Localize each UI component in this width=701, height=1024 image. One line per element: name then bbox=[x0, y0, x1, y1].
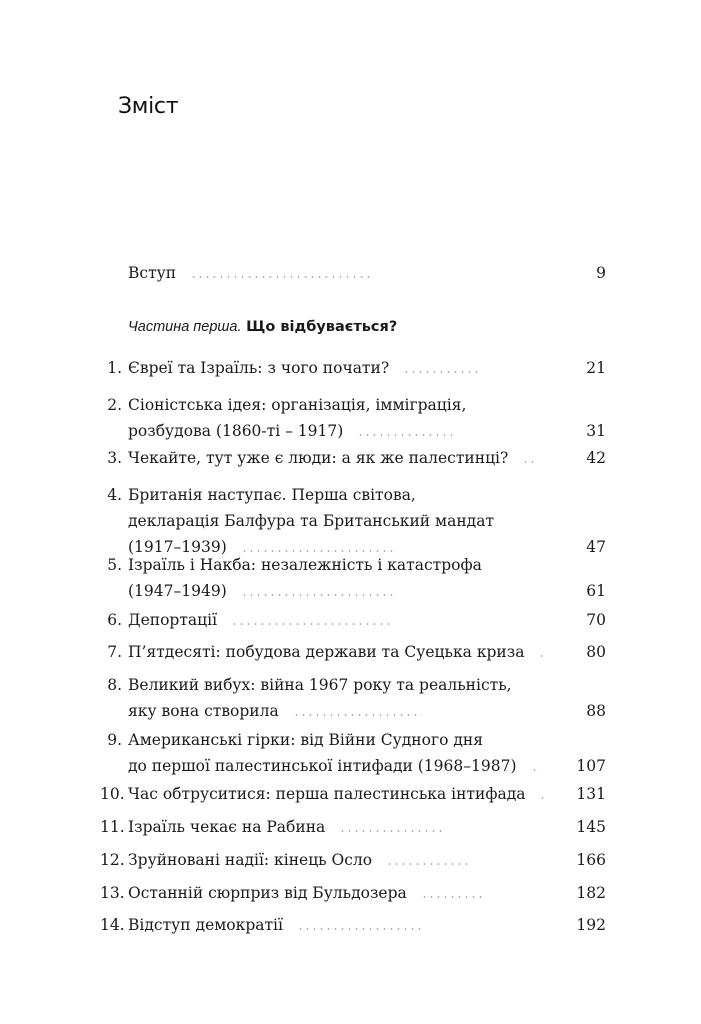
chapter-number: 6. bbox=[107, 611, 122, 629]
toc-page-number: 21 bbox=[586, 359, 606, 377]
toc-entry-title: Чекайте, тут уже є люди: а як же палестинці? bbox=[128, 449, 509, 467]
chapter-number: 3. bbox=[107, 449, 122, 467]
toc-entry-title: Євреї та Ізраїль: з чого почати? bbox=[128, 359, 390, 377]
chapter-number: 8. bbox=[107, 676, 122, 694]
dot-leader bbox=[403, 371, 477, 373]
dot-leader bbox=[531, 769, 542, 771]
dot-leader bbox=[539, 797, 545, 799]
toc-entry-title: П’ятдесяті: побудова держави та Суецька криза bbox=[128, 643, 525, 661]
dot-leader bbox=[241, 594, 397, 596]
chapter-number: 13. bbox=[100, 884, 125, 902]
dot-leader bbox=[386, 863, 469, 865]
toc-entry-title: Останній сюрприз від Бульдозера bbox=[128, 884, 407, 902]
toc-entry-title: Відступ демократії bbox=[128, 916, 283, 934]
chapter-number: 7. bbox=[107, 643, 122, 661]
toc-page-number: 182 bbox=[576, 884, 607, 902]
dot-leader bbox=[241, 550, 397, 552]
dot-leader bbox=[421, 896, 487, 898]
toc-page-number: 61 bbox=[586, 582, 606, 600]
chapter-number: 10. bbox=[100, 785, 125, 803]
toc-page-number: 107 bbox=[576, 757, 606, 775]
dot-leader bbox=[522, 461, 537, 463]
chapter-number: 9. bbox=[107, 731, 122, 749]
toc-entry-title: Британія наступає. Перша світова, bbox=[128, 486, 416, 504]
toc-entry-title-cont: декларація Балфура та Британський мандат bbox=[128, 512, 495, 530]
toc-entry-title: Ізраїль чекає на Рабина bbox=[128, 818, 326, 836]
dot-leader bbox=[357, 434, 454, 436]
chapter-number: 11. bbox=[100, 818, 125, 836]
part-title: Що відбувається? bbox=[246, 319, 398, 335]
dot-leader bbox=[297, 928, 425, 930]
chapter-number: 12. bbox=[100, 851, 125, 869]
part-label: Частина перша. bbox=[128, 319, 242, 335]
toc-entry-title: Американські гірки: від Війни Судного дня bbox=[128, 731, 483, 749]
toc-page-number: 88 bbox=[586, 702, 607, 720]
chapter-number: 4. bbox=[107, 486, 122, 504]
chapter-number: 14. bbox=[100, 916, 125, 934]
toc-page-number: 145 bbox=[576, 818, 606, 836]
toc-entry-title: Великий вибух: війна 1967 року та реальність, bbox=[128, 676, 512, 694]
toc-entry-title: Зруйновані надії: кінець Осло bbox=[128, 851, 373, 869]
toc-page-number: 192 bbox=[576, 916, 607, 934]
toc-page-number: 166 bbox=[576, 851, 607, 869]
toc-page-number: 70 bbox=[586, 611, 606, 629]
dot-leader bbox=[339, 830, 445, 832]
dot-leader bbox=[190, 276, 371, 278]
toc-entry-title: Час обтруситися: перша палестинська інтифада bbox=[128, 785, 526, 803]
toc-page-number: 47 bbox=[586, 538, 606, 556]
chapter-number: 2. bbox=[107, 396, 122, 414]
toc-entry-title: Вступ bbox=[128, 264, 177, 282]
toc-entry-title-cont: (1917–1939) bbox=[128, 538, 227, 556]
dot-leader bbox=[231, 623, 391, 625]
page-title: Зміст bbox=[118, 94, 179, 119]
toc-entry-title-cont: до першої палестинської інтифади (1968–1987) bbox=[128, 757, 517, 775]
toc-page-number: 9 bbox=[596, 264, 607, 282]
toc-entry-title-cont: розбудова (1860-ті – 1917) bbox=[128, 422, 344, 440]
dot-leader bbox=[538, 655, 545, 657]
toc-entry-title: Ізраїль і Накба: незалежність і катастрофа bbox=[128, 556, 482, 574]
toc-page-number: 42 bbox=[586, 449, 607, 467]
toc-page-number: 31 bbox=[586, 422, 607, 440]
toc-entry-title-cont: (1947–1949) bbox=[128, 582, 227, 600]
toc-entry-title: Депортації bbox=[128, 611, 218, 629]
toc-page-number: 131 bbox=[576, 785, 607, 803]
toc-page-number: 80 bbox=[586, 643, 606, 661]
dot-leader bbox=[293, 714, 423, 716]
chapter-number: 5. bbox=[107, 556, 122, 574]
toc-entry-title: Сіоністська ідея: організація, імміграція, bbox=[128, 396, 467, 414]
chapter-number: 1. bbox=[107, 359, 122, 377]
part-heading bbox=[128, 316, 397, 338]
toc-entry-title-cont: яку вона створила bbox=[128, 702, 279, 720]
